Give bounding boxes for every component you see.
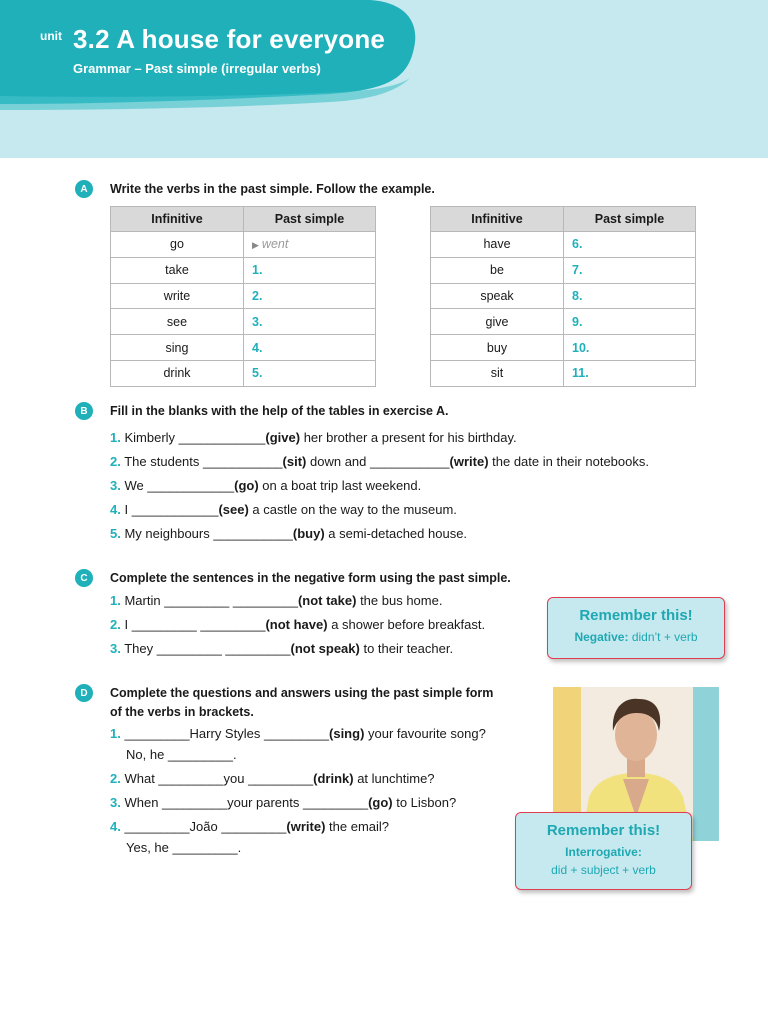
section-c-instruction: Complete the sentences in the negative form using the past simple. (110, 571, 511, 585)
list-item: 2. The students ___________(sit) down and ___________(write) the date in their notebooks. (110, 454, 649, 469)
remember-rule: Negative: didn’t + verb (574, 630, 698, 644)
answer-cell[interactable]: 1. (244, 257, 376, 283)
infinitive-cell: have (431, 232, 564, 258)
infinitive-cell: be (431, 257, 564, 283)
table-row (111, 232, 376, 258)
answer-cell[interactable]: 2. (244, 283, 376, 309)
section-a-badge: A (75, 180, 93, 198)
infinitive-cell: sing (111, 335, 244, 361)
answer-cell[interactable]: 3. (244, 309, 376, 335)
infinitive-cell: drink (111, 360, 244, 386)
section-b-badge: B (75, 402, 93, 420)
answer-line: Yes, he _________. (126, 840, 242, 855)
list-item: 4. I ____________(see) a castle on the way to the museum. (110, 502, 457, 517)
answer-cell[interactable]: 8. (564, 283, 696, 309)
list-item: 3. They _________ _________(not speak) to their teacher. (110, 641, 454, 656)
answer-cell[interactable]: 10. (564, 335, 696, 361)
list-item: 2. I _________ _________(not have) a shower before breakfast. (110, 617, 486, 632)
infinitive-cell: buy (431, 335, 564, 361)
infinitive-cell: take (111, 257, 244, 283)
table-row (111, 283, 376, 309)
answer-cell[interactable]: 11. (564, 360, 696, 386)
remember-rule: did + subject + verb (551, 863, 656, 877)
list-item: 1. Kimberly ____________(give) her brother a present for his birthday. (110, 430, 517, 445)
list-item: 3. When _________your parents _________(go) to Lisbon? (110, 795, 457, 810)
table-row (431, 335, 696, 361)
infinitive-cell: write (111, 283, 244, 309)
verbs-table-right (430, 206, 696, 387)
infinitive-cell: sit (431, 360, 564, 386)
table-row (431, 283, 696, 309)
remember-interrogative-box (515, 812, 692, 890)
list-item: 5. My neighbours ___________(buy) a semi-detached house. (110, 526, 468, 541)
table-header-infinitive: Infinitive (431, 207, 564, 232)
verbs-table-left (110, 206, 376, 387)
section-d-instruction-line1: Complete the questions and answers using the past simple form (110, 686, 494, 700)
list-item: 2. What _________you _________(drink) at lunchtime? (110, 771, 435, 786)
table-header-past-simple: Past simple (564, 207, 696, 232)
list-item: 1. Martin _________ _________(not take) the bus home. (110, 593, 443, 608)
list-item: 4. _________João _________(write) the email? (110, 819, 390, 834)
list-item: 1. _________Harry Styles _________(sing) your favourite song? (110, 726, 486, 741)
infinitive-cell: go (111, 232, 244, 258)
answer-cell[interactable]: 5. (244, 360, 376, 386)
infinitive-cell: give (431, 309, 564, 335)
table-row (431, 257, 696, 283)
answer-cell[interactable]: 6. (564, 232, 696, 258)
section-a-instruction: Write the verbs in the past simple. Follow the example. (110, 182, 435, 196)
page-title: 3.2 A house for everyone (73, 24, 386, 54)
infinitive-cell: speak (431, 283, 564, 309)
section-d-instruction-line2: of the verbs in brackets. (110, 705, 254, 719)
remember-title: Remember this! (579, 607, 693, 624)
answer-line: No, he _________. (126, 747, 237, 762)
section-b-instruction: Fill in the blanks with the help of the tables in exercise A. (110, 404, 449, 418)
answer-cell[interactable]: 7. (564, 257, 696, 283)
table-row (431, 232, 696, 258)
section-d-badge: D (75, 684, 93, 702)
table-row (111, 257, 376, 283)
table-header-infinitive: Infinitive (111, 207, 244, 232)
page-subtitle: Grammar – Past simple (irregular verbs) (73, 61, 321, 76)
table-row (431, 309, 696, 335)
answer-cell[interactable]: 4. (244, 335, 376, 361)
list-item: 3. We ____________(go) on a boat trip last weekend. (110, 478, 422, 493)
table-row (431, 360, 696, 386)
unit-label: unit (40, 29, 62, 43)
remember-title: Remember this! (546, 822, 661, 839)
play-triangle-icon: ▶ (252, 240, 259, 251)
table-row (111, 360, 376, 386)
infinitive-cell: see (111, 309, 244, 335)
section-c-badge: C (75, 569, 93, 587)
table-row (111, 309, 376, 335)
example-answer-cell: ▶ went (244, 232, 376, 258)
table-header-past-simple: Past simple (244, 207, 376, 232)
remember-negative-box (547, 597, 725, 659)
remember-label: Interrogative: (565, 845, 642, 859)
answer-cell[interactable]: 9. (564, 309, 696, 335)
table-row (111, 335, 376, 361)
